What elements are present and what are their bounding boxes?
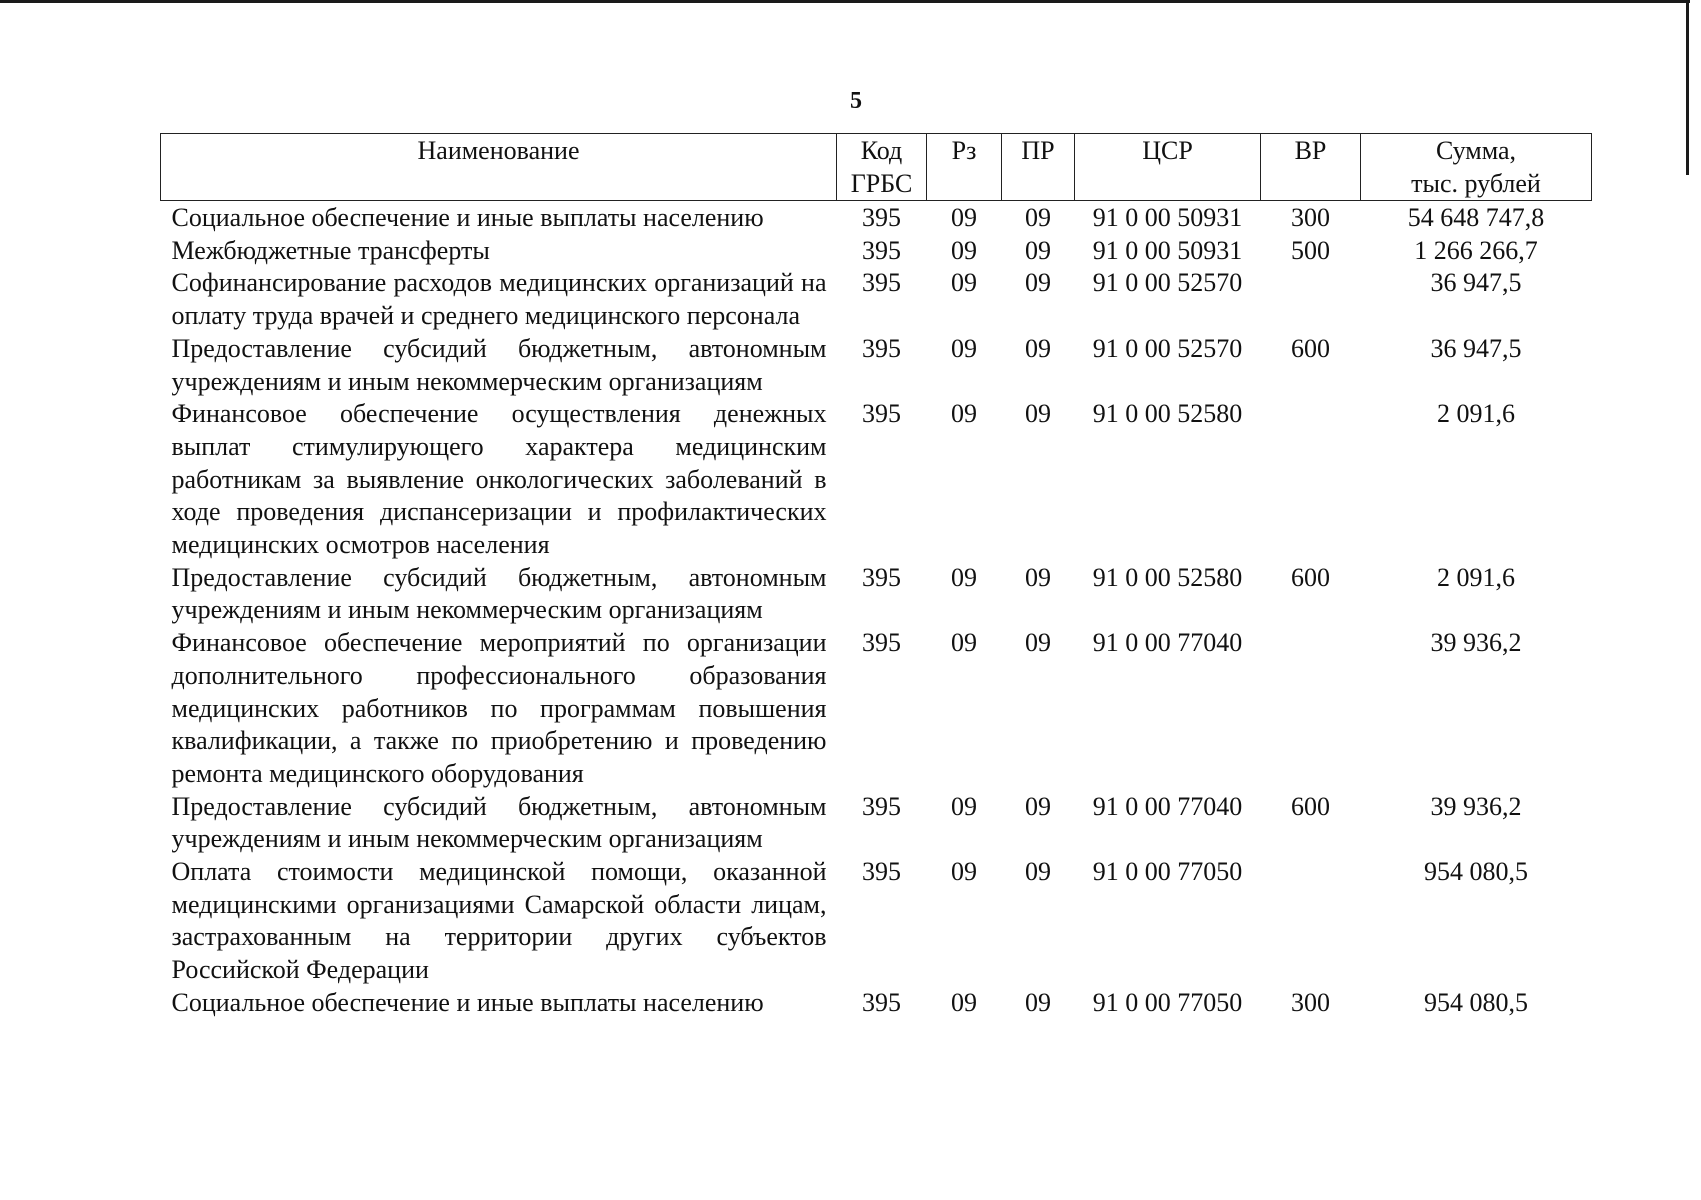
row-sum: 1 266 266,7 bbox=[1414, 235, 1538, 265]
row-rz: 09 bbox=[951, 399, 977, 429]
row-name: Софинансирование расходов медицинских организаций на оплату труда врачей и среднего медицинского персонала bbox=[171, 268, 827, 331]
row-csr: 91 0 00 77050 bbox=[1092, 857, 1243, 887]
row-sum: 954 080,5 bbox=[1424, 857, 1528, 887]
header-grbs-line1: Код bbox=[860, 136, 903, 165]
table-row bbox=[161, 791, 1592, 856]
row-pr: 09 bbox=[1025, 203, 1051, 232]
row-sum: 36 947,5 bbox=[1430, 333, 1522, 363]
row-vr bbox=[1261, 267, 1361, 332]
row-grbs: 395 bbox=[862, 791, 901, 821]
row-grbs: 395 bbox=[862, 399, 901, 429]
row-pr: 09 bbox=[1025, 857, 1051, 887]
row-csr: 91 0 00 52570 bbox=[1092, 333, 1243, 363]
row-grbs: 395 bbox=[862, 857, 901, 887]
row-name: Социальное обеспечение и иные выплаты населению bbox=[171, 987, 764, 1017]
row-csr: 91 0 00 77050 bbox=[1092, 987, 1243, 1017]
row-vr: 300 bbox=[1291, 987, 1330, 1017]
row-csr: 91 0 00 52570 bbox=[1092, 268, 1243, 298]
row-vr: 600 bbox=[1291, 333, 1330, 363]
row-name: Предоставление субсидий бюджетным, автономным учреждениям и иным некоммерческим организациям bbox=[171, 333, 827, 396]
row-sum: 39 936,2 bbox=[1430, 628, 1522, 658]
table-row bbox=[161, 333, 1592, 398]
row-csr: 91 0 00 50931 bbox=[1092, 235, 1243, 265]
row-pr: 09 bbox=[1025, 235, 1051, 265]
row-rz: 09 bbox=[951, 562, 977, 592]
table-row bbox=[161, 267, 1592, 332]
row-rz: 09 bbox=[951, 268, 977, 298]
table-body bbox=[161, 201, 1592, 1020]
row-pr: 09 bbox=[1025, 268, 1051, 298]
row-csr: 91 0 00 52580 bbox=[1092, 562, 1243, 592]
row-grbs: 395 bbox=[862, 268, 901, 298]
row-pr: 09 bbox=[1025, 399, 1051, 429]
table-header-row bbox=[161, 134, 1592, 201]
row-rz: 09 bbox=[951, 628, 977, 658]
header-sum-line2: тыс. рублей bbox=[1411, 169, 1541, 198]
row-csr: 91 0 00 52580 bbox=[1092, 399, 1243, 429]
row-csr: 91 0 00 77040 bbox=[1092, 628, 1243, 658]
row-name: Оплата стоимости медицинской помощи, оказанной медицинскими организациями Самарской области лицам, застрахованным на территории других субъектов Российской Федерации bbox=[171, 857, 827, 985]
row-vr bbox=[1261, 627, 1361, 791]
row-sum: 36 947,5 bbox=[1430, 268, 1522, 298]
row-sum: 954 080,5 bbox=[1424, 987, 1528, 1017]
row-vr bbox=[1261, 398, 1361, 562]
row-grbs: 395 bbox=[862, 203, 901, 232]
table-row bbox=[161, 627, 1592, 791]
row-csr: 91 0 00 77040 bbox=[1092, 791, 1243, 821]
row-vr: 600 bbox=[1291, 562, 1330, 592]
table-row bbox=[161, 562, 1592, 627]
table-row bbox=[161, 201, 1592, 235]
header-csr: ЦСР bbox=[1075, 134, 1261, 201]
row-name: Финансовое обеспечение мероприятий по организации дополнительного профессионального образования медицинских работников по программам повышения квалификации, а также по приобретению и проведению ремонта медицинского оборудования bbox=[171, 628, 827, 788]
row-sum: 54 648 747,8 bbox=[1407, 203, 1545, 232]
row-grbs: 395 bbox=[862, 628, 901, 658]
header-pr: ПР bbox=[1002, 134, 1075, 201]
row-rz: 09 bbox=[951, 333, 977, 363]
page-number: 5 bbox=[850, 88, 862, 114]
header-grbs-line2: ГРБС bbox=[850, 169, 913, 198]
row-pr: 09 bbox=[1025, 987, 1051, 1017]
row-vr: 600 bbox=[1291, 791, 1330, 821]
row-rz: 09 bbox=[951, 791, 977, 821]
row-csr: 91 0 00 50931 bbox=[1092, 203, 1243, 232]
row-vr: 300 bbox=[1291, 203, 1330, 232]
row-sum: 2 091,6 bbox=[1437, 562, 1515, 592]
table-row bbox=[161, 856, 1592, 987]
header-grbs bbox=[837, 134, 927, 201]
page-top-edge bbox=[0, 0, 1690, 3]
budget-table bbox=[160, 133, 1592, 1020]
row-rz: 09 bbox=[951, 857, 977, 887]
row-pr: 09 bbox=[1025, 628, 1051, 658]
row-sum: 39 936,2 bbox=[1430, 791, 1522, 821]
row-pr: 09 bbox=[1025, 791, 1051, 821]
header-name: Наименование bbox=[161, 134, 837, 201]
header-sum-line1: Сумма, bbox=[1435, 136, 1517, 165]
row-name: Предоставление субсидий бюджетным, автономным учреждениям и иным некоммерческим организациям bbox=[171, 791, 827, 854]
row-rz: 09 bbox=[951, 987, 977, 1017]
row-sum: 2 091,6 bbox=[1437, 399, 1515, 429]
table-row bbox=[161, 398, 1592, 562]
row-name: Финансовое обеспечение осуществления денежных выплат стимулирующего характера медицинским работникам за выявление онкологических заболеваний в ходе проведения диспансеризации и профилактических медицинских осмотров населения bbox=[171, 399, 827, 560]
row-grbs: 395 bbox=[862, 987, 901, 1017]
header-sum bbox=[1361, 134, 1592, 201]
page-right-edge bbox=[1686, 0, 1689, 175]
table-row bbox=[161, 987, 1592, 1020]
row-name: Межбюджетные трансферты bbox=[171, 235, 490, 265]
table-row bbox=[161, 235, 1592, 268]
header-vr: ВР bbox=[1261, 134, 1361, 201]
row-pr: 09 bbox=[1025, 562, 1051, 592]
row-grbs: 395 bbox=[862, 562, 901, 592]
row-vr bbox=[1261, 856, 1361, 987]
header-rz: Рз bbox=[927, 134, 1002, 201]
row-rz: 09 bbox=[951, 203, 977, 232]
row-name: Социальное обеспечение и иные выплаты населению bbox=[171, 203, 764, 232]
row-grbs: 395 bbox=[862, 333, 901, 363]
row-grbs: 395 bbox=[862, 235, 901, 265]
row-vr: 500 bbox=[1291, 235, 1330, 265]
row-pr: 09 bbox=[1025, 333, 1051, 363]
row-name: Предоставление субсидий бюджетным, автономным учреждениям и иным некоммерческим организациям bbox=[171, 562, 827, 625]
row-rz: 09 bbox=[951, 235, 977, 265]
